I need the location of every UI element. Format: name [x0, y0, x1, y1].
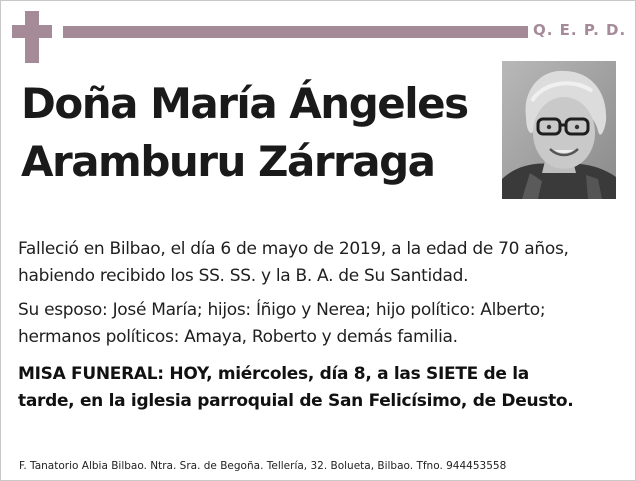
- deceased-name-line1: Doña María Ángeles: [21, 79, 468, 128]
- portrait-image: [502, 61, 616, 199]
- death-announcement-line1: Falleció en Bilbao, el día 6 de mayo de 2019, a la edad de 70 años,: [18, 239, 569, 259]
- header-rule: [63, 26, 528, 38]
- funeral-mass-line1: MISA FUNERAL: HOY, miércoles, día 8, a las SIETE de la: [18, 364, 529, 384]
- deceased-name-line2: Aramburu Zárraga: [21, 137, 435, 186]
- deceased-name: [21, 75, 491, 191]
- funeral-mass-line2: tarde, en la iglesia parroquial de San Felicísimo, de Deusto.: [18, 391, 574, 411]
- qepd-label: Q. E. P. D.: [533, 21, 627, 39]
- family-list-line1: Su esposo: José María; hijos: Íñigo y Nerea; hijo político: Alberto;: [18, 300, 546, 320]
- funeral-home-footer: F. Tanatorio Albia Bilbao. Ntra. Sra. de Begoña. Tellería, 32. Bolueta, Bilbao. Tfno. 944453558: [19, 460, 507, 472]
- family-list-line2: hermanos políticos: Amaya, Roberto y demás familia.: [18, 327, 458, 347]
- portrait-photo: [502, 61, 616, 199]
- cross-icon-horizontal: [12, 25, 52, 38]
- death-announcement: [18, 236, 628, 290]
- family-list: [18, 297, 628, 351]
- funeral-mass-info: [18, 361, 628, 415]
- death-announcement-line2: habiendo recibido los SS. SS. y la B. A. de Su Santidad.: [18, 266, 469, 286]
